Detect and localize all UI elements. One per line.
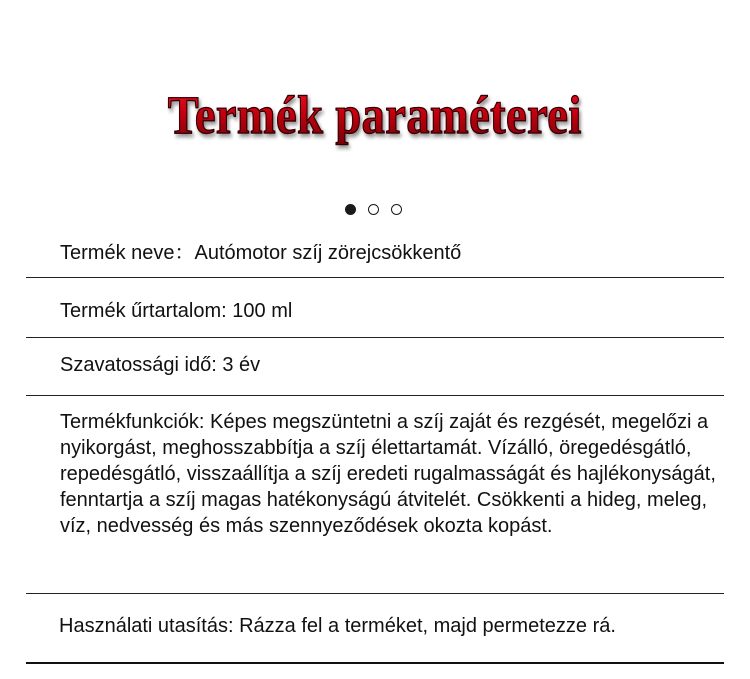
carousel-dot-2[interactable] [368,204,379,215]
divider [26,337,724,338]
param-warranty: Szavatossági idő: 3 év [60,354,261,376]
divider-bottom [26,662,724,664]
param-volume: Termék űrtartalom: 100 ml [60,300,293,322]
divider [26,395,724,396]
divider [26,277,724,278]
carousel-dot-1[interactable] [345,204,356,215]
carousel-dot-3[interactable] [391,204,402,215]
param-product-name: Termék neve：Autómotor szíj zörejcsökkentő [60,242,462,264]
param-functions: Termékfunkciók: Képes megszüntetni a szíj zaját és rezgését, megelőzi a nyikorgást, meghosszabbítja a szíj élettartamát. Vízálló, öregedésgátló, repedésgátló, visszaállítja a szíj eredeti rugalmasságát és hajlékonyságát, fenntartja a szíj magas hatékonyságú átvitelét. Csökkenti a hideg, meleg, víz, nedvesség és más szennyeződések okozta kopást. [60,411,716,537]
page-title: Termék paraméterei [168,82,582,148]
carousel-pagination [0,204,748,215]
title-banner [0,82,750,148]
divider [26,593,724,594]
param-usage: Használati utasítás: Rázza fel a terméket, majd permetezze rá. [59,615,616,637]
